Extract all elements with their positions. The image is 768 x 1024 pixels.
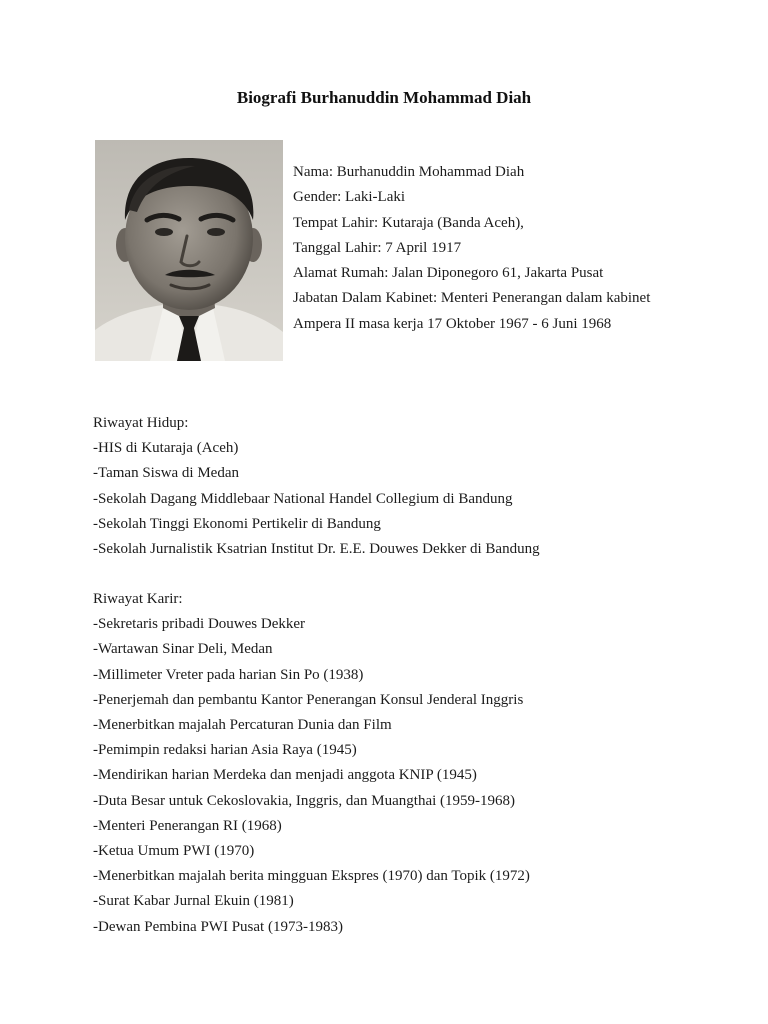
list-item: -Menteri Penerangan RI (1968) [93,817,282,834]
list-item: -Sekolah Dagang Middlebaar National Handel Collegium di Bandung [93,490,513,507]
list-item: -Millimeter Vreter pada harian Sin Po (1938) [93,666,364,683]
list-item: -Menerbitkan majalah Percaturan Dunia dan Film [93,717,392,734]
list-item: -Surat Kabar Jurnal Ekuin (1981) [93,893,294,910]
profile-birthdate: Tanggal Lahir: 7 April 1917 [293,239,462,256]
profile-gender: Gender: Laki-Laki [293,189,406,206]
list-item: -Taman Siswa di Medan [93,465,240,482]
list-item: -Pemimpin redaksi harian Asia Raya (1945) [93,742,357,759]
list-item: -Duta Besar untuk Cekoslovakia, Inggris, dan Muangthai (1959-1968) [93,792,515,809]
profile-info [293,160,733,337]
profile-address: Alamat Rumah: Jalan Diponegoro 61, Jakarta Pusat [293,265,604,282]
list-item: -Menerbitkan majalah berita mingguan Ekspres (1970) dan Topik (1972) [93,868,530,885]
list-item: -HIS di Kutaraja (Aceh) [93,440,239,457]
page-title: Biografi Burhanuddin Mohammad Diah [236,88,532,107]
list-item: -Wartawan Sinar Deli, Medan [93,641,273,658]
list-item: -Sekretaris pribadi Douwes Dekker [93,616,306,633]
riwayat-hidup-heading: Riwayat Hidup: [93,415,189,431]
list-item: -Dewan Pembina PWI Pusat (1973-1983) [93,918,343,935]
riwayat-karir-section [93,587,733,940]
list-item: -Sekolah Jurnalistik Ksatrian Institut Dr. E.E. Douwes Dekker di Bandung [93,541,540,558]
list-item: -Mendirikan harian Merdeka dan menjadi anggota KNIP (1945) [93,767,477,784]
list-item: -Ketua Umum PWI (1970) [93,843,255,860]
profile-birthplace: Tempat Lahir: Kutaraja (Banda Aceh), [293,214,524,231]
list-item: -Penerjemah dan pembantu Kantor Penerangan Konsul Jenderal Inggris [93,691,524,708]
riwayat-karir-heading: Riwayat Karir: [93,591,183,607]
riwayat-hidup-section [93,411,733,562]
portrait-photo [95,140,283,361]
profile-name: Nama: Burhanuddin Mohammad Diah [293,164,525,180]
profile-position: Jabatan Dalam Kabinet: Menteri Penerangan dalam kabinet [293,290,651,307]
profile-position-term: Ampera II masa kerja 17 Oktober 1967 - 6 Juni 1968 [293,315,612,332]
list-item: -Sekolah Tinggi Ekonomi Pertikelir di Bandung [93,515,381,532]
